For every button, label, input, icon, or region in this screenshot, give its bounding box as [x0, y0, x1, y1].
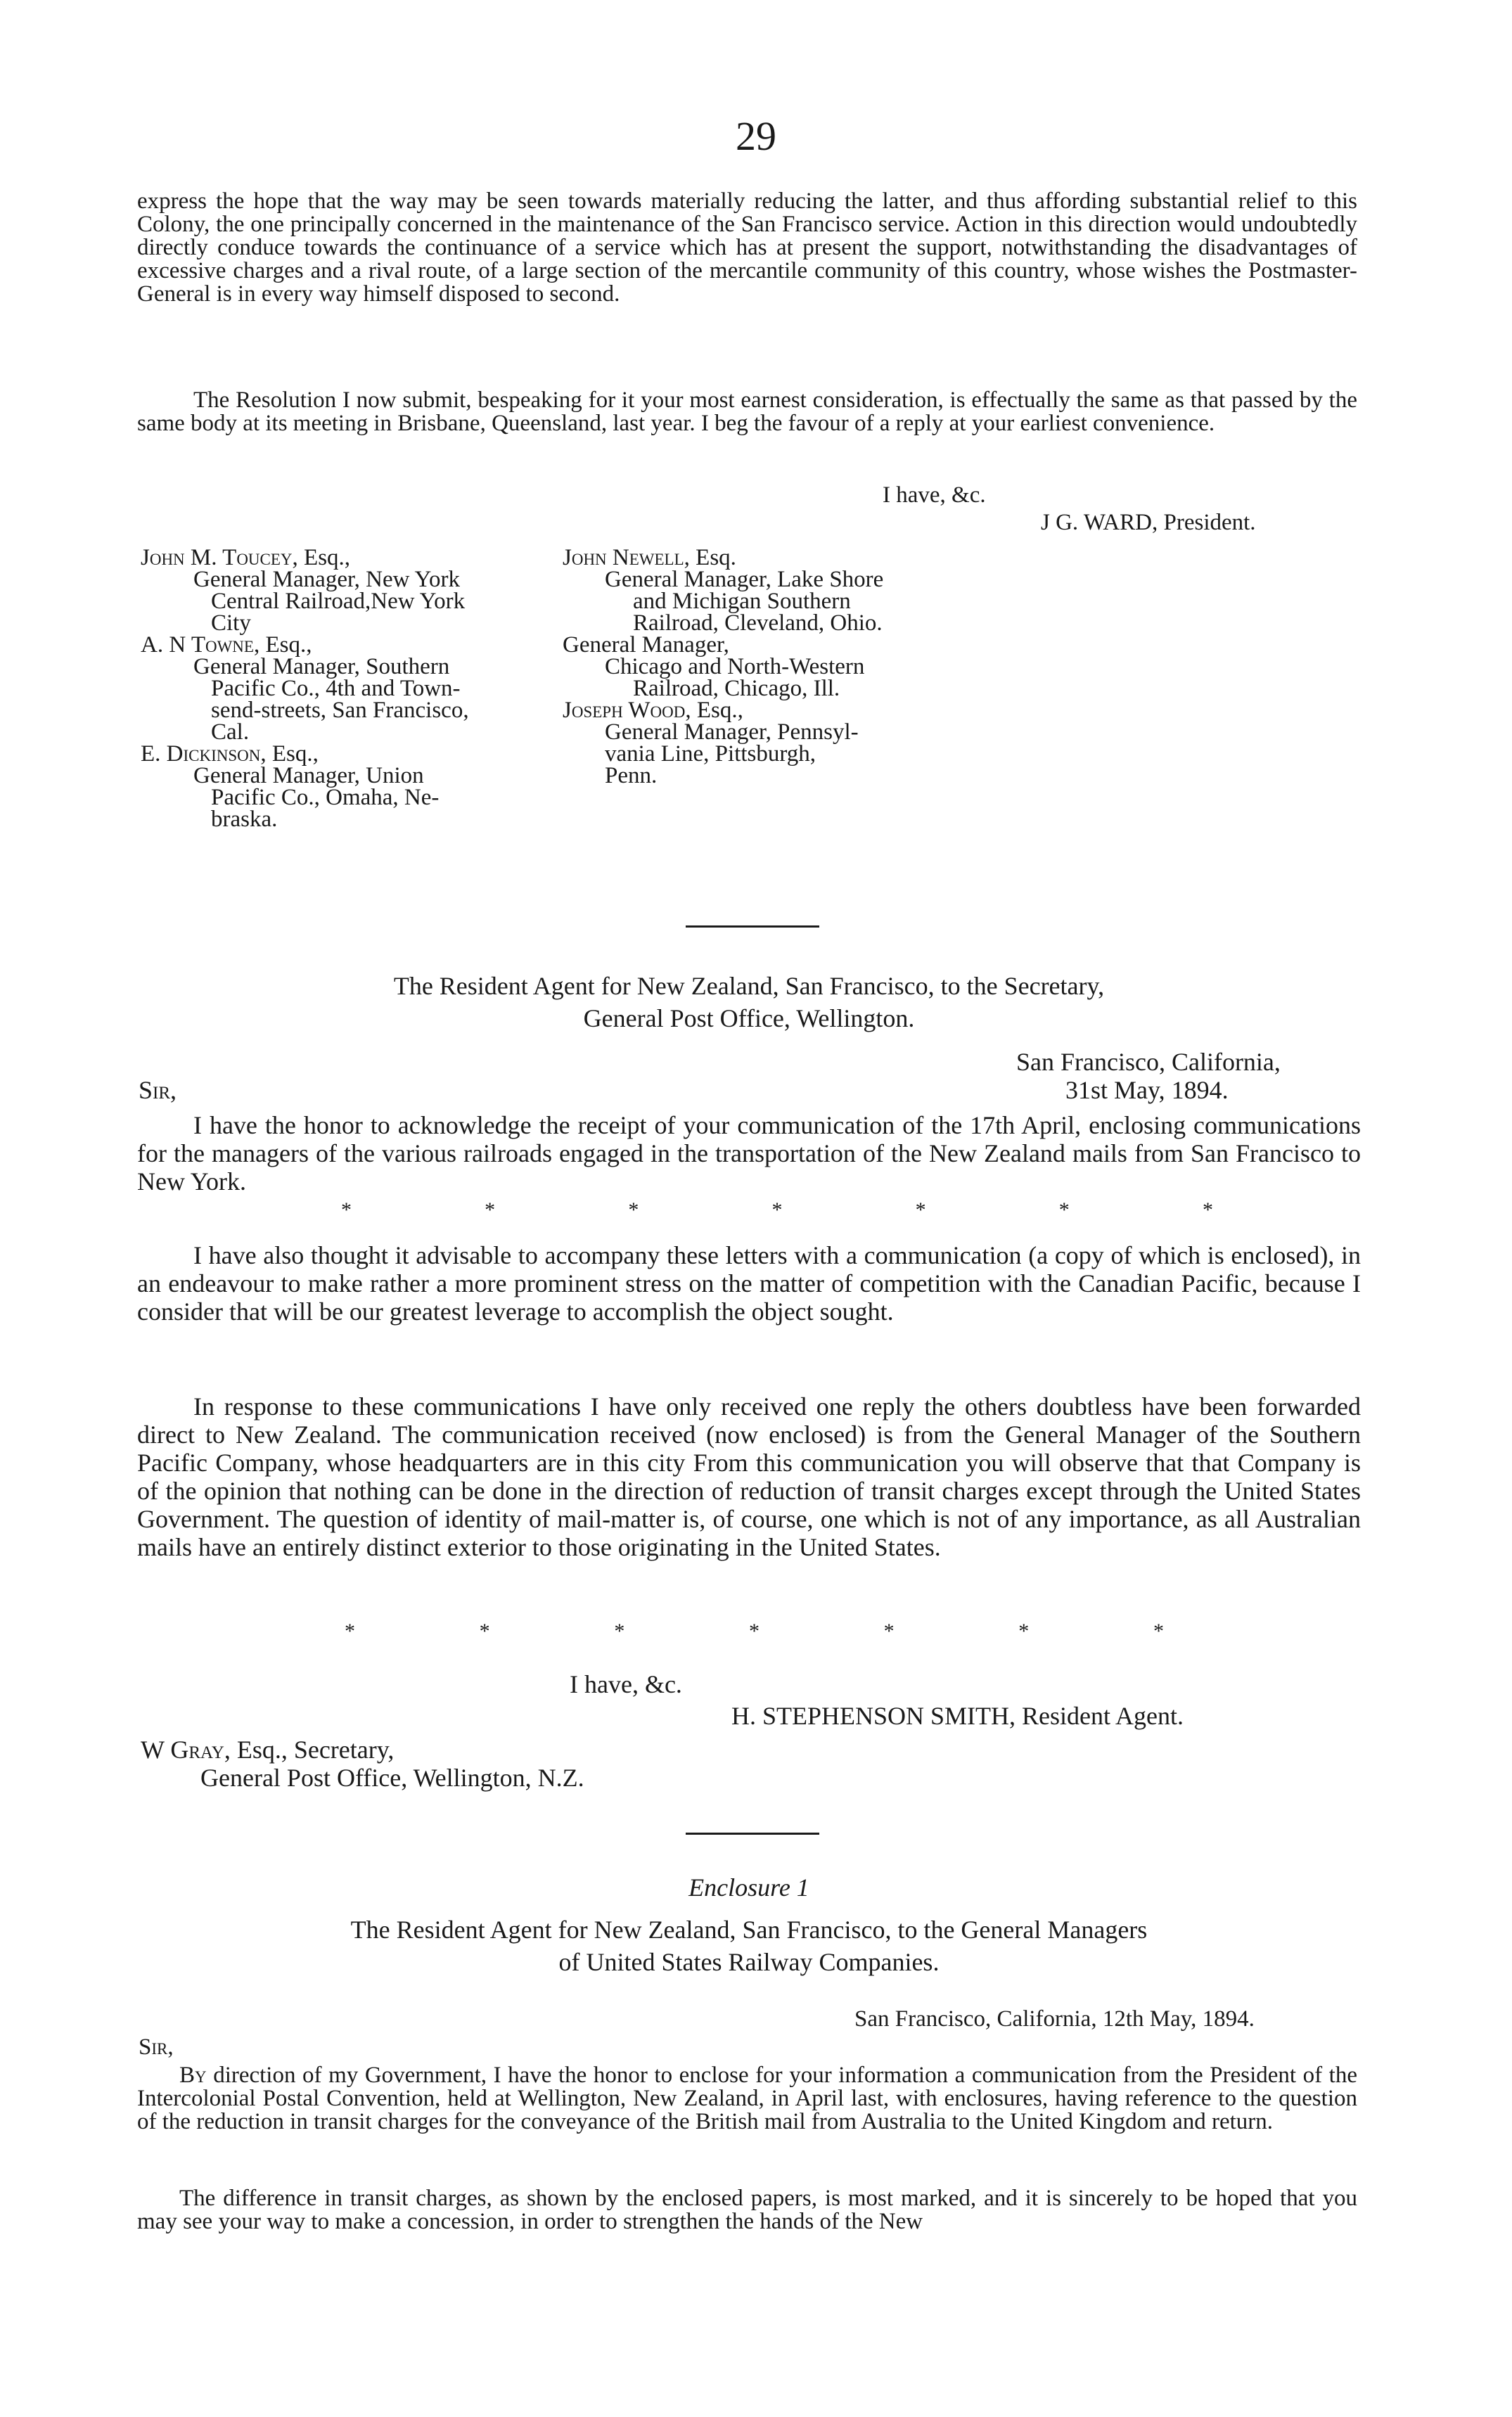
letter2-paragraph-1: I have the honor to acknowledge the receipt of your communication of the 17th April, enclosing communications for the managers of the various railroads engaged in the transportation of the New Zealand mails from San Francisco to New York. [137, 1111, 1361, 1195]
recipient-suffix: , Esq., Secretary, [224, 1736, 395, 1764]
addressee-line: Pacific Co., Omaha, Ne- [211, 785, 440, 810]
letter1-paragraph-2: The Resolution I now submit, bespeaking for it your most earnest consideration, is effectually the same as that passed by the same body at its meeting in Brisbane, Queensland, last year. I beg the favour of a reply at your earliest convenience. [137, 387, 1357, 436]
addressee-name: A. N Towne [141, 632, 254, 658]
letter2-salutation: Sir, [139, 1076, 177, 1104]
addressee-suffix: , Esq., [253, 632, 312, 658]
asterisk: * [883, 1620, 895, 1643]
addressee-entry [563, 634, 985, 700]
letter2-paragraph-2: I have also thought it advisable to accompany these letters with a communication (a copy of which is enclosed), in an endeavour to make rather a more prominent stress on the matter of competition with the Canadian Pacific, because I consider that will be our greatest leverage to accomplish the object sought. [137, 1241, 1361, 1326]
recipient-address: General Post Office, Wellington, N.Z. [200, 1764, 584, 1792]
addressee-line: Chicago and North-Western [605, 654, 865, 679]
asterisk: * [614, 1620, 625, 1643]
asterisk: * [485, 1198, 496, 1222]
addressee-line: General Manager, Pennsyl- [605, 719, 859, 745]
letter1-signature: J G. WARD, President. [1041, 510, 1256, 535]
addressees-right-column [563, 547, 985, 787]
asterisk: * [1153, 1620, 1164, 1643]
addressee-line: City [211, 610, 251, 636]
enclosure-paragraph-2: The difference in transit charges, as shown by the enclosed papers, is most marked, and it is sincerely to be hoped that you may see your way to make a concession, in order to strengthen the hands of the New [137, 2186, 1357, 2234]
letter2-heading-line-2: General Post Office, Wellington. [583, 1004, 915, 1032]
addressee-line: General Manager, Union [193, 763, 424, 788]
letter2-paragraph-3: In response to these communications I have only received one reply the others doubtless have been forwarded direct to New Zealand. The communication received (now enclosed) is from the General Manager of the Southern Pacific Company, whose headquarters are in this city From this communication you will observe that that Company is of the opinion that nothing can be done in the direction of reduction of transit charges except through the United States Government. The question of identity of mail-matter is, of course, one which is not of any importance, as all Australian mails have an entirely distinct exterior to those originating in the United States. [137, 1392, 1361, 1561]
enclosure-paragraph-1-text: direction of my Government, I have the honor to enclose for your information a communication from the President of the Intercolonial Postal Convention, held at Wellington, New Zealand, in April last, with enclosures, having reference to the question of the reduction in transit charges for the conveyance of the British mail from Australia to the United Kingdom and return. [137, 2063, 1357, 2134]
asterisk: * [345, 1620, 355, 1643]
addressee-name: E. Dickinson [141, 741, 261, 767]
addressee-entry [141, 743, 549, 831]
letter1-closing: I have, &c. [883, 482, 986, 508]
letter1-paragraph-1: express the hope that the way may be seen towards materially reducing the latter, and thus affording substantial relief to this Colony, the one principally concerned in the maintenance of the San Francisco service. Action in this direction would undoubtedly directly conduce towards the continuance of a service which has at present the support, notwithstanding the disadvantages of excessive charges and a rival route, of a large section of the mercantile community of this country, whose wishes the Postmaster-General is in every way himself disposed to second. [137, 188, 1357, 307]
enclosure-label: Enclosure 1 [688, 1873, 809, 1902]
addressee-name: Joseph Wood [563, 698, 686, 723]
asterisk: * [479, 1620, 490, 1643]
addressee-line: Railroad, Chicago, Ill. [633, 676, 840, 701]
addressee-entry [563, 700, 985, 787]
addressee-suffix: , Esq., [685, 698, 743, 723]
addressee-entry [563, 547, 985, 634]
addressee-line: General Manager, New York [193, 567, 460, 592]
letter2-closing: I have, &c. [570, 1670, 682, 1698]
addressee-line: send-streets, San Francisco, [211, 698, 469, 723]
asterisk: * [341, 1198, 352, 1222]
addressee-suffix: , Esq., [260, 741, 319, 767]
addressee-entry [141, 634, 549, 743]
addressee-line: and Michigan Southern [633, 589, 851, 614]
addressee-line: General Manager, Southern [193, 654, 450, 679]
addressee-suffix: , Esq., [292, 545, 351, 570]
addressee-suffix: , Esq. [684, 545, 736, 570]
letter2-place: San Francisco, California, [1016, 1048, 1281, 1076]
asterisk: * [1202, 1198, 1213, 1222]
enclosure-place-date: San Francisco, California, 12th May, 1894. [854, 2006, 1255, 2032]
letter2-heading-line-1: The Resident Agent for New Zealand, San Francisco, to the Secretary, [393, 972, 1105, 1000]
letter2-recipient [141, 1736, 584, 1792]
addressee-line: braska. [211, 807, 278, 832]
divider-rule [686, 1833, 819, 1835]
addressee-name: John Newell [563, 545, 684, 570]
asterisk: * [771, 1198, 783, 1222]
divider-rule [686, 925, 819, 928]
addressee-name: John M. Toucey [141, 545, 293, 570]
enclosure-salutation: Sir, [139, 2034, 174, 2060]
enclosure-paragraph-1 [137, 2064, 1357, 2134]
addressee-line: Central Railroad,New York [211, 589, 466, 614]
enclosure-heading-line-2: of United States Railway Companies. [558, 1948, 940, 1976]
asterisk-row [341, 1200, 1213, 1221]
asterisk: * [1018, 1620, 1030, 1643]
addressee-suffix: General Manager, [563, 632, 729, 658]
addressee-line: vania Line, Pittsburgh, [605, 741, 816, 767]
asterisk: * [628, 1198, 639, 1222]
recipient-name: W Gray [141, 1736, 224, 1764]
addressee-entry [141, 547, 549, 634]
letter2-signature: H. STEPHENSON SMITH, Resident Agent. [731, 1702, 1184, 1730]
addressee-line: General Manager, Lake Shore [605, 567, 884, 592]
addressee-line: Cal. [211, 719, 250, 745]
page-number: 29 [736, 113, 776, 159]
addressee-line: Penn. [605, 763, 658, 788]
enclosure-heading-line-1: The Resident Agent for New Zealand, San Francisco, to the General Managers [350, 1916, 1148, 1944]
letter2-date: 31st May, 1894. [1065, 1076, 1229, 1104]
asterisk: * [915, 1198, 926, 1222]
asterisk: * [1058, 1198, 1070, 1222]
enclosure-paragraph-1-lead: By [179, 2063, 207, 2088]
addressees-left-column [141, 547, 549, 831]
addressee-line: Railroad, Cleveland, Ohio. [633, 610, 883, 636]
asterisk: * [748, 1620, 760, 1643]
addressee-line: Pacific Co., 4th and Town- [211, 676, 461, 701]
asterisk-row [345, 1621, 1164, 1642]
